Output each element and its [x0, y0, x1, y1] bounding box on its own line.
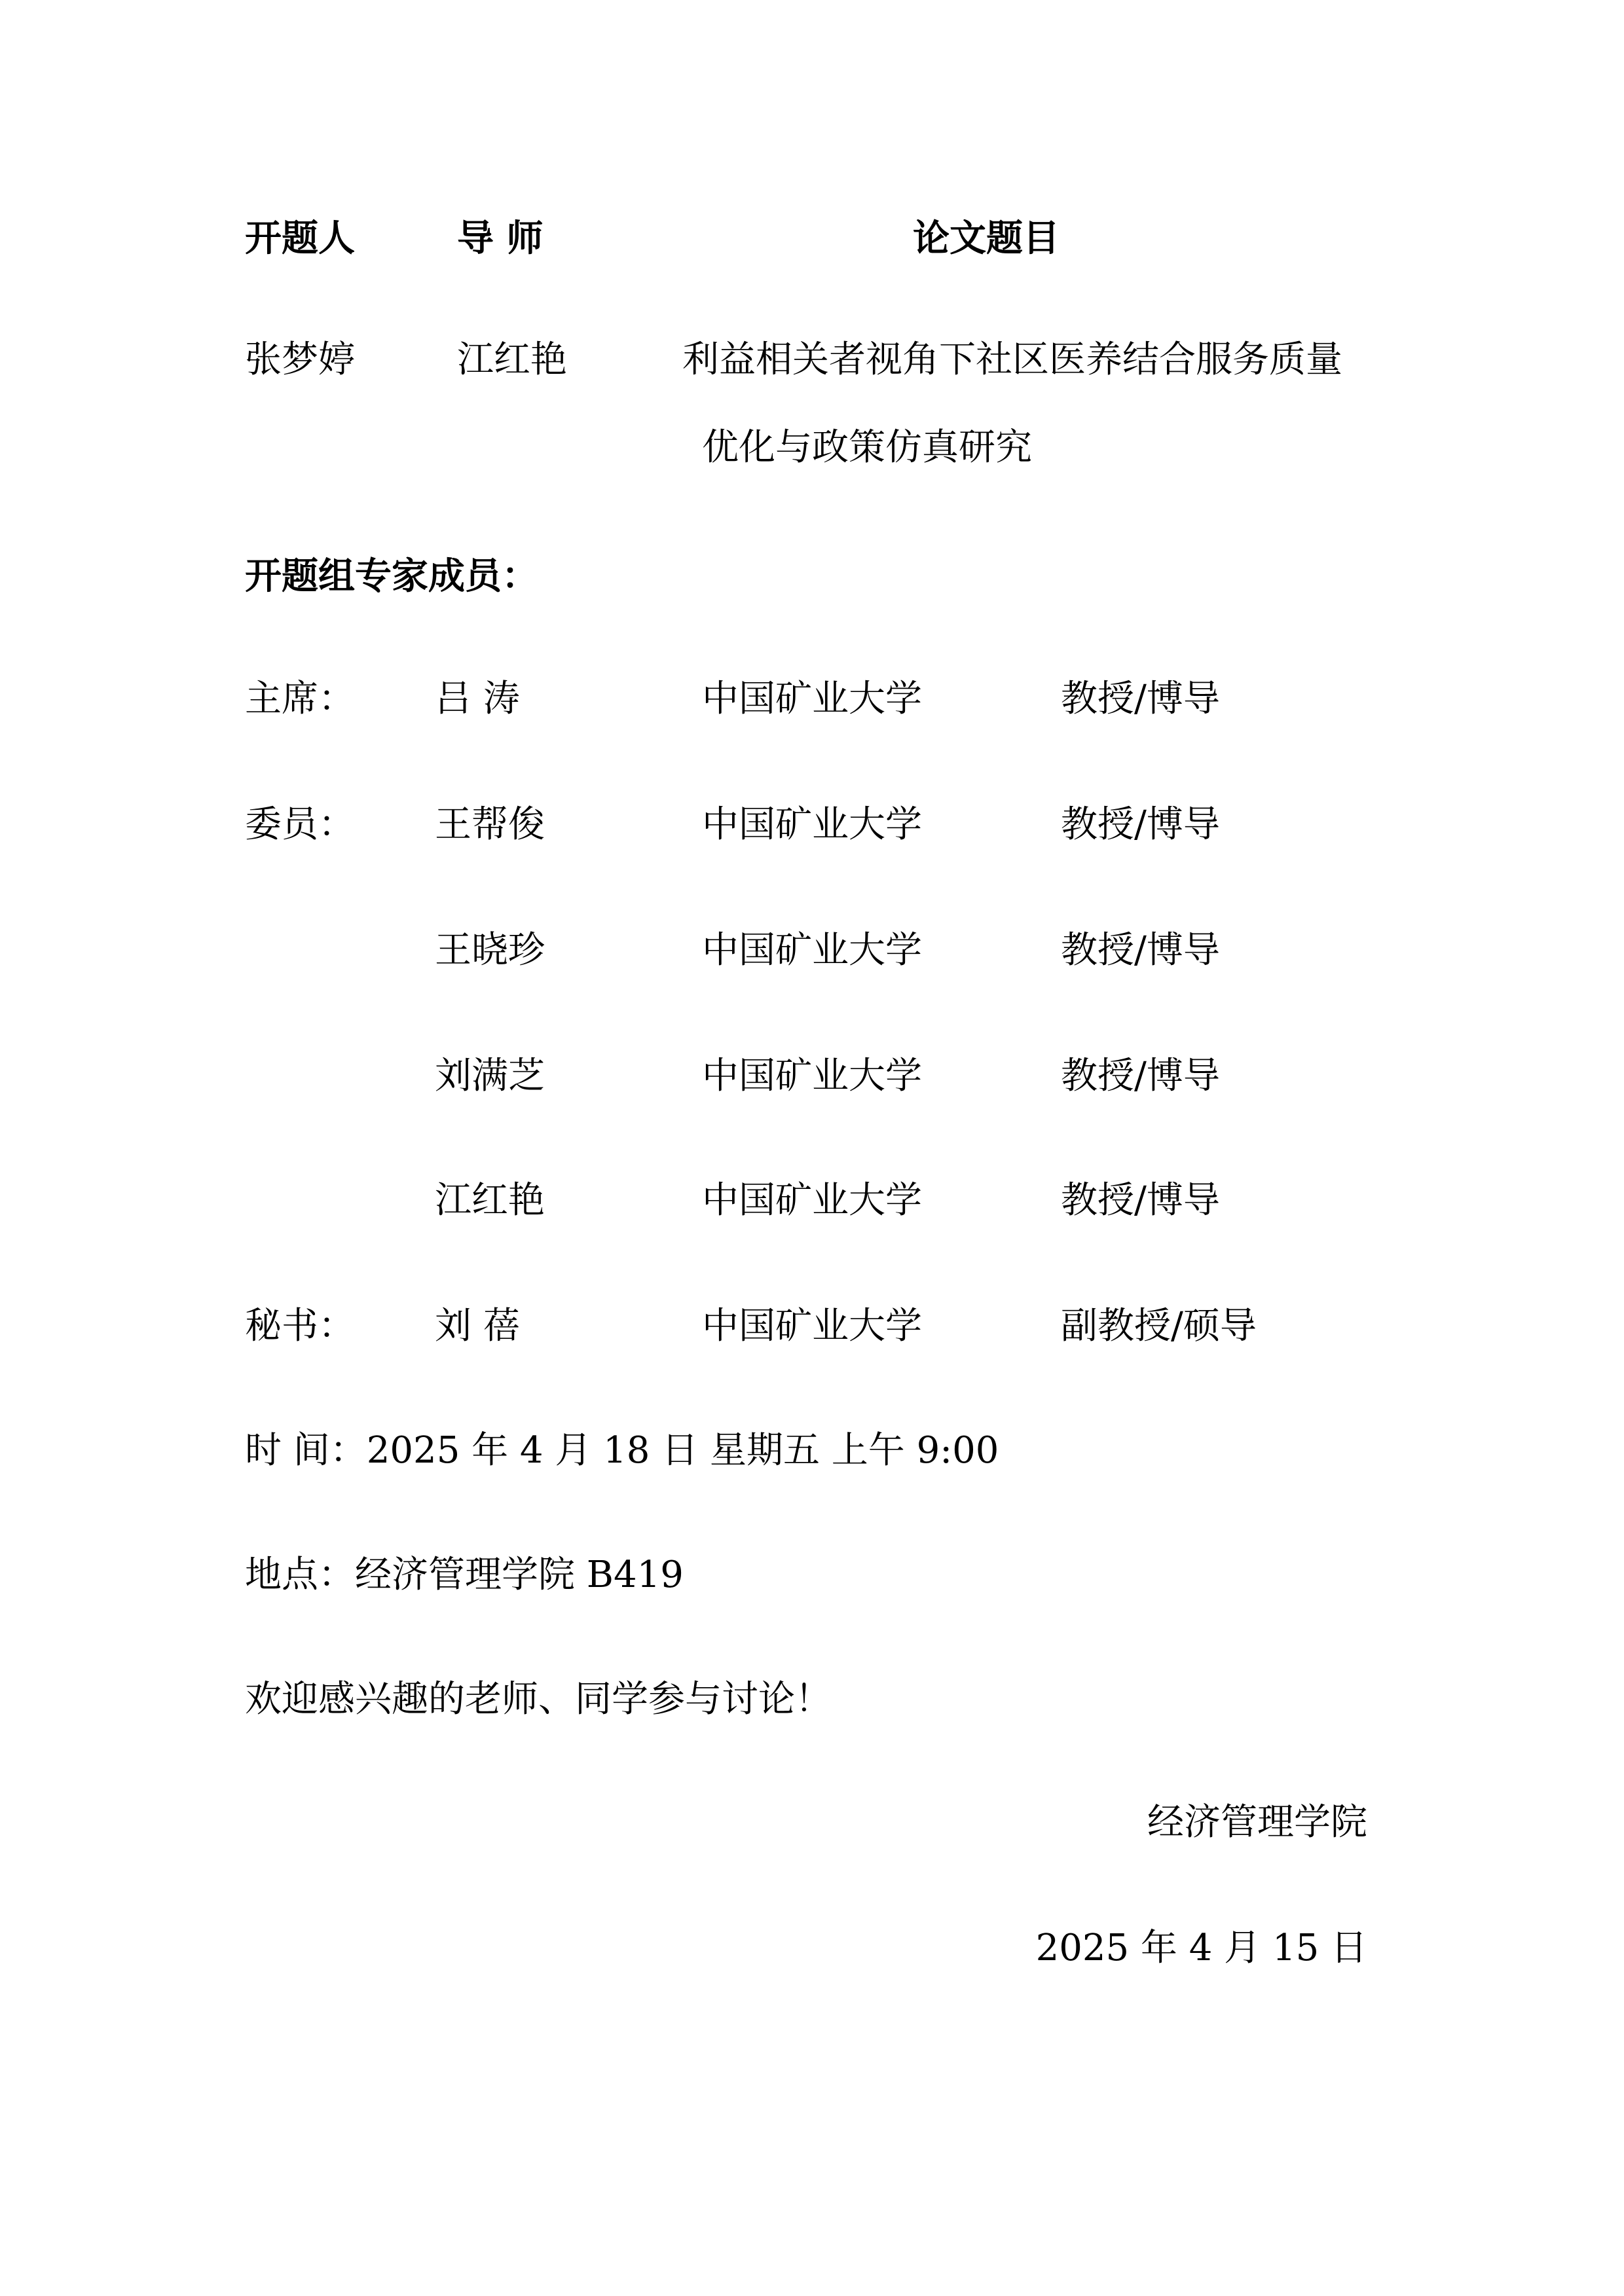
member-role: 委员：: [245, 803, 355, 846]
member-name: 王晓珍: [435, 929, 545, 972]
invitation-text: 欢迎感兴趣的老师、同学参与讨论！: [245, 1678, 832, 1721]
presenter-name: 张梦婷: [245, 338, 355, 381]
signature-org: 经济管理学院: [1147, 1801, 1367, 1844]
member-title: 教授/博导: [1061, 1179, 1220, 1222]
meeting-time: 时 间：2025 年 4 月 18 日 星期五 上午 9:00: [245, 1429, 999, 1472]
thesis-title-line-2: 优化与政策仿真研究: [702, 426, 1032, 469]
member-affiliation: 中国矿业大学: [702, 803, 922, 846]
advisor-name: 江红艳: [457, 338, 567, 381]
member-affiliation: 中国矿业大学: [702, 1179, 922, 1222]
thesis-title-line-1: 利益相关者视角下社区医养结合服务质量: [682, 338, 1342, 381]
member-name: 王帮俊: [435, 803, 545, 846]
member-title: 教授/博导: [1061, 929, 1220, 972]
committee-heading: 开题组专家成员：: [245, 555, 538, 598]
advisor-header: 导 师: [457, 217, 544, 260]
member-affiliation: 中国矿业大学: [702, 678, 922, 720]
member-affiliation: 中国矿业大学: [702, 1055, 922, 1097]
thesis-title-header: 论文题目: [913, 217, 1060, 260]
presenter-header: 开题人: [245, 217, 355, 260]
member-title: 教授/博导: [1061, 803, 1220, 846]
member-name: 刘 蓓: [435, 1305, 520, 1347]
member-title: 教授/博导: [1061, 1055, 1220, 1097]
member-title: 教授/博导: [1061, 678, 1220, 720]
member-affiliation: 中国矿业大学: [702, 929, 922, 972]
member-name: 吕 涛: [435, 678, 520, 720]
member-role: 主席：: [245, 678, 355, 720]
member-affiliation: 中国矿业大学: [702, 1305, 922, 1347]
member-name: 刘满芝: [435, 1055, 545, 1097]
meeting-location: 地点：经济管理学院 B419: [245, 1554, 684, 1596]
signature-date: 2025 年 4 月 15 日: [1035, 1927, 1367, 1969]
member-title: 副教授/硕导: [1061, 1305, 1257, 1347]
member-role: 秘书：: [245, 1305, 355, 1347]
member-name: 江红艳: [435, 1179, 545, 1222]
